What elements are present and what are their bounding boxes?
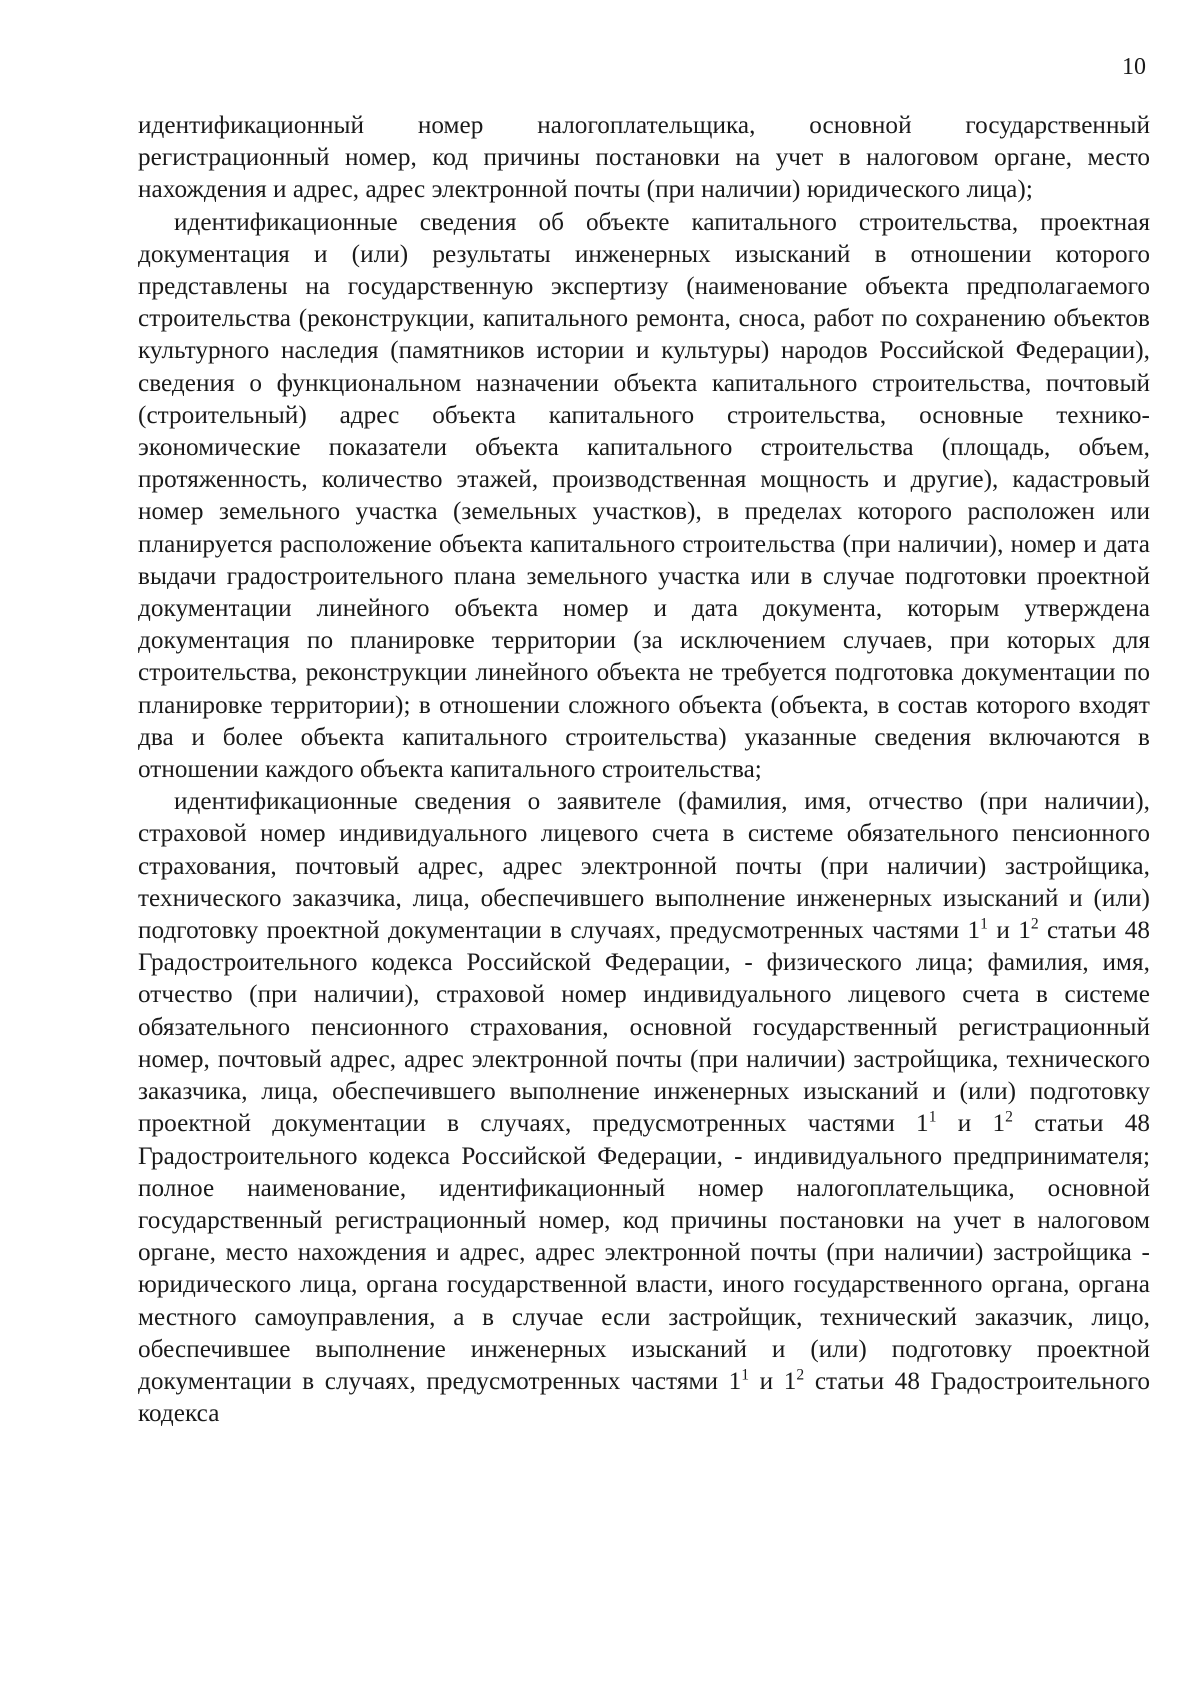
paragraph-text: и 1 — [749, 1367, 797, 1395]
paragraph-capital-construction-object — [138, 207, 1150, 787]
page-number: 10 — [1122, 54, 1146, 80]
paragraph-text: идентификационный номер налогоплательщика, основной государственный регистрационный номер, код причины постановки на учет в налоговом органе, место нахождения и адрес, адрес электронной почты (при наличии) юридического лица); — [138, 112, 1150, 204]
superscript-part-number: 2 — [1005, 1108, 1014, 1126]
superscript-part-number: 2 — [796, 1366, 805, 1384]
paragraph-text: статьи 48 Градостроительного кодекса Российской Федерации, - физического лица; фамилия, имя, отчество (при наличии), страховой номер индивидуального лицевого счета в системе обязательного пенсионного страхования, основной государственный регистрационный номер, почтовый адрес, адрес электронной почты (при наличии) застройщика, технического заказчика, лица, обеспечившего выполнение инженерных изысканий и (или) подготовку проектной документации в случаях, предусмотренных частями 1 — [138, 917, 1150, 1138]
paragraph-text: идентификационные сведения об объекте капитального строительства, проектная документация и (или) результаты инженерных изысканий в отношении которого представлены на государственную экспертизу (наименование объекта предполагаемого строительства (реконструкции, капитального ремонта, сноса, работ по сохранению объектов культурного наследия (памятников истории и культуры) народов Российской Федерации), сведения о функциональном назначении объекта капитального строительства, почтовый (строительный) адрес объекта капитального строительства, основные технико-экономические показатели объекта капитального строительства (площадь, объем, протяженность, количество этажей, производственная мощность и другие), кадастровый номер земельного участка (земельных участков), в пределах которого расположен или планируется расположение объекта капитального строительства (при наличии), номер и дата выдачи градостроительного плана земельного участка или в случае подготовки проектной документации линейного объекта номер и дата документа, которым утверждена документация по планировке территории (за исключением случаев, при которых для строительства, реконструкции линейного объекта не требуется подготовка документации по планировке территории); в отношении сложного объекта (объекта, в состав которого входят два и более объекта капитального строительства) указанные сведения включаются в отношении каждого объекта капитального строительства; — [138, 208, 1150, 784]
paragraph-text: и 1 — [936, 1110, 1006, 1138]
superscript-part-number: 1 — [980, 915, 988, 933]
paragraph-text: статьи 48 Градостроительного кодекса Российской Федерации, - индивидуального предпринимателя; полное наименование, идентификационный номер налогоплательщика, основной государственный регистрационный номер, код причины постановки на учет в налоговом органе, место нахождения и адрес, адрес электронной почты (при наличии) застройщика - юридического лица, органа государственной власти, иного государственного органа, органа местного самоуправления, а в случае если застройщик, технический заказчик, лицо, обеспечившее выполнение инженерных изысканий и (или) подготовку проектной документации в случаях, предусмотренных частями 1 — [138, 1110, 1151, 1395]
paragraph-text: идентификационные сведения о заявителе (фамилия, имя, отчество (при наличии), страховой номер индивидуального лицевого счета в системе обязательного пенсионного страхования, почтовый адрес, адрес электронной почты (при наличии) застройщика, технического заказчика, лица, обеспечившего выполнение инженерных изысканий и (или) подготовку проектной документации в случаях, предусмотренных частями 1 — [138, 788, 1150, 945]
superscript-part-number: 1 — [928, 1108, 937, 1126]
document-body — [138, 110, 1150, 1430]
paragraph-applicant-identification — [138, 786, 1150, 1430]
paragraph-text: статьи 48 Градостроительного кодекса — [138, 1367, 1150, 1428]
superscript-part-number: 1 — [741, 1366, 750, 1384]
paragraph-applicant-legal-entity-ending — [138, 110, 1150, 207]
paragraph-text: и 1 — [988, 917, 1031, 945]
superscript-part-number: 2 — [1030, 915, 1039, 933]
